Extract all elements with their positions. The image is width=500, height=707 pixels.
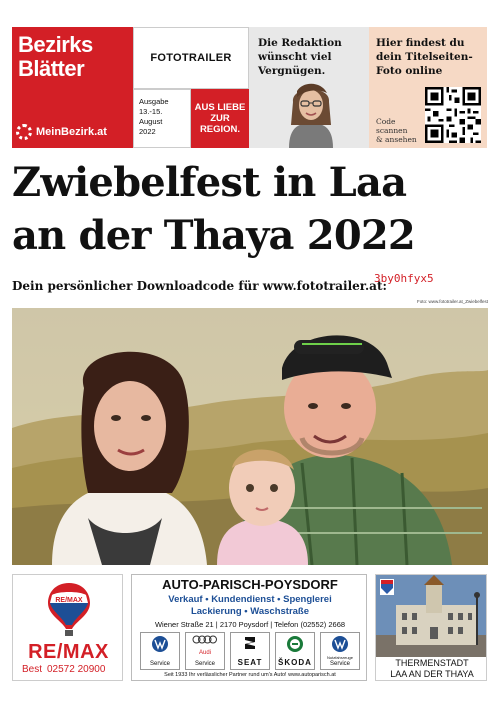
vw-label: Service	[149, 661, 170, 667]
auto-footer: Seit 1933 Ihr verlässlicher Partner rund um's Auto! www.autoparisch.at	[164, 672, 336, 678]
vw-icon	[151, 635, 169, 653]
vw-service-logo	[140, 632, 180, 670]
auto-parisch-ad[interactable]	[131, 574, 367, 681]
headline	[12, 156, 488, 262]
fototrailer-label: FOTOTRAILER	[150, 52, 232, 64]
issue-year: 2022	[139, 127, 156, 136]
issue-info	[133, 89, 191, 148]
issue-dates: 13.-15. August	[139, 107, 163, 126]
remax-logo-text: RE/MAX	[28, 641, 109, 663]
laa-line2: LAA AN DER THAYA	[390, 669, 474, 679]
titel-line1: Hier findest du	[376, 37, 465, 49]
headline-line2: an der Thaya 2022	[12, 212, 415, 259]
download-text: Dein persönlicher Downloadcode für www.fototrailer.at:	[12, 279, 387, 293]
slogan-line2: ZUR	[210, 113, 230, 124]
nutzfahrzeuge-service: Service	[329, 661, 350, 667]
fototrailer-label-box	[133, 27, 249, 89]
bezirksblaetter-logo[interactable]	[12, 27, 133, 148]
editor-portrait	[271, 77, 351, 148]
audi-label: Audi	[198, 649, 211, 656]
audi-service-logo	[185, 632, 225, 670]
town-hall-image	[376, 575, 487, 657]
titel-line3: Foto online	[376, 65, 443, 77]
auto-title: AUTO-PARISCH-POYSDORF	[162, 577, 338, 592]
scan-line1: Code	[376, 117, 396, 126]
vw-nutzfahrzeuge-icon	[331, 635, 349, 653]
main-photo	[12, 308, 488, 565]
audi-service-label: Service	[194, 661, 215, 667]
download-code[interactable]: 3by0hfyx5	[374, 272, 434, 285]
laa-caption	[376, 658, 487, 680]
laa-line1: THERMENSTADT	[395, 658, 469, 668]
slogan-line3: REGION.	[199, 124, 241, 135]
auto-address: Wiener Straße 21 | 2170 Poysdorf | Telefon (02552) 2668	[154, 620, 346, 629]
remax-ad[interactable]	[12, 574, 123, 681]
scan-instructions	[376, 117, 417, 144]
skoda-icon	[286, 635, 304, 653]
redaktion-line1: Die Redaktion	[258, 37, 342, 49]
remax-phone[interactable]: 02572 20900	[47, 664, 106, 675]
seat-logo	[230, 632, 270, 670]
brand-line2: Blätter	[18, 56, 85, 81]
seat-label: SEAT	[237, 658, 263, 667]
svg-text:RE/MAX: RE/MAX	[55, 597, 83, 604]
skoda-logo	[275, 632, 315, 670]
redaktion-box	[249, 27, 369, 148]
auto-services-1: Verkauf • Kundendienst • Spenglerei	[168, 594, 332, 605]
slogan-box	[191, 89, 249, 148]
brand-logos	[140, 632, 360, 670]
seat-icon	[243, 635, 257, 651]
redaktion-line2: wünscht viel	[258, 51, 332, 63]
issue-label: Ausgabe	[139, 97, 169, 106]
remax-balloon-icon	[46, 581, 92, 639]
headline-line1: Zwiebelfest in Laa	[12, 159, 407, 206]
auto-services-2: Lackierung • Waschstraße	[190, 606, 310, 617]
meinbezirk-link[interactable]	[16, 123, 107, 141]
titelseite-box	[369, 27, 487, 148]
redaktion-line3: Vergnügen.	[258, 65, 326, 77]
brand-line1: Bezirks	[18, 32, 93, 57]
slogan-line1: AUS LIEBE	[194, 102, 246, 113]
titel-line2: dein Titelseiten-	[376, 51, 473, 63]
scan-line2: scannen	[376, 126, 408, 135]
scan-line3: & ansehen	[376, 135, 417, 144]
laa-thaya-ad[interactable]	[375, 574, 487, 681]
qr-code-icon[interactable]	[425, 87, 481, 143]
remax-sub: Best	[22, 664, 43, 675]
meinbezirk-logo-icon	[16, 124, 32, 140]
nutzfahrzeuge-label: Nutzfahrzeuge	[326, 654, 353, 660]
photo-credit: Foto: www.fototrailer.at_Zwiebelfest	[416, 299, 488, 304]
meinbezirk-text: MeinBezirk.at	[36, 126, 107, 138]
skoda-label: ŠKODA	[278, 658, 312, 667]
audi-rings-icon	[192, 635, 218, 644]
vw-nutzfahrzeuge-logo	[320, 632, 360, 670]
